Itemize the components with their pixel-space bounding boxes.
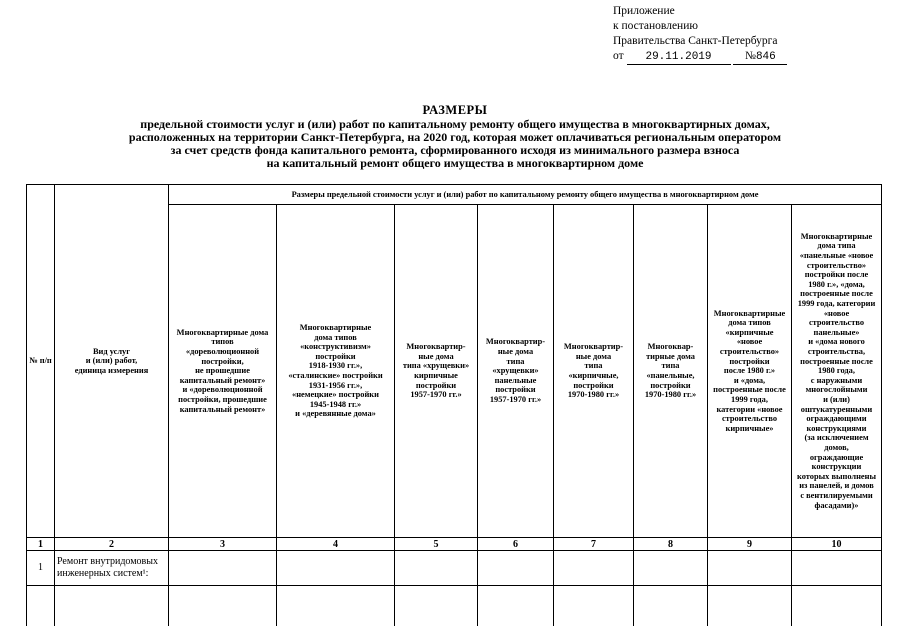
heading-line-2: расположенных на территории Санкт-Петербурга, на 2020 год, которая может оплачиваться региональным оператором: [128, 130, 782, 144]
col-number: 9: [708, 538, 792, 551]
table-cell: [554, 551, 634, 586]
table-cell: [792, 551, 882, 586]
heading-line-4: на капитальный ремонт общего имущества в многоквартирном доме: [266, 156, 644, 170]
row-work-type: Ремонт внутридомовых инженерных систем¹:: [55, 551, 169, 586]
col-number: 6: [478, 538, 554, 551]
table-cell: [478, 551, 554, 586]
appendix-num-label: №: [744, 50, 756, 62]
col-number: 10: [792, 538, 882, 551]
appendix-block: [613, 4, 903, 65]
col-header-3: Многоквартирные дома типов «дореволюционной постройки, не прошедшие капитальный ремонт» и «дореволюционной постройки, прошедшие капитальный ремонт»: [169, 205, 277, 538]
table-cell: [708, 551, 792, 586]
col-number: 5: [395, 538, 478, 551]
col-number: 2: [55, 538, 169, 551]
column-number-row: [27, 538, 882, 551]
appendix-line-3: Правительства Санкт-Петербурга: [613, 35, 778, 47]
table-cell: [395, 551, 478, 586]
table-cell: [277, 551, 395, 586]
appendix-number: 846: [755, 51, 776, 63]
appendix-line-1: Приложение: [613, 5, 675, 17]
col-header-4: Многоквартирные дома типов «конструктивизм» постройки 1918-1930 гг.», «сталинские» постройки 1931-1956 гг.», «немецкие» постройки 1945-1948 гг.» и «деревянные дома»: [277, 205, 395, 538]
col-number: 1: [27, 538, 55, 551]
col-header-work-type: Вид услуг и (или) работ, единица измерения: [55, 185, 169, 538]
heading-line-3: за счет средств фонда капитального ремонта, сформированного исходя из минимального размера взноса: [170, 143, 740, 157]
table-cell: [169, 586, 277, 627]
table-cell: [708, 586, 792, 627]
col-number: 4: [277, 538, 395, 551]
document-title: РАЗМЕРЫ: [422, 103, 488, 117]
col-header-5: Многоквартир- ные дома типа «хрущевки» кирпичные постройки 1957-1970 гг.»: [395, 205, 478, 538]
table-cell: [277, 586, 395, 627]
table-cell: [395, 586, 478, 627]
table-cell: [169, 551, 277, 586]
table-row: [27, 586, 882, 627]
col-header-number: № п/п: [27, 185, 55, 538]
appendix-date: 29.11.2019: [627, 51, 731, 65]
col-number: 8: [634, 538, 708, 551]
col-number: 7: [554, 538, 634, 551]
table-cell: [792, 586, 882, 627]
col-header-8: Многоквар- тирные дома типа «панельные, постройки 1970-1980 гг.»: [634, 205, 708, 538]
cost-table: [26, 184, 882, 626]
table-row: [27, 551, 882, 586]
table-cell: [55, 586, 169, 627]
table-cell: [634, 586, 708, 627]
row-number: 1: [27, 551, 55, 586]
table-cell: [27, 586, 55, 627]
col-number: 3: [169, 538, 277, 551]
appendix-from-label: от: [613, 50, 624, 62]
appendix-date-line: [613, 49, 903, 65]
col-header-6: Многоквартир- ные дома типа «хрущевки» панельные постройки 1957-1970 гг.»: [478, 205, 554, 538]
table-cell: [634, 551, 708, 586]
heading-line-1: предельной стоимости услуг и (или) работ по капитальному ремонту общего имущества в многоквартирных домах,: [140, 117, 770, 131]
col-header-10: Многоквартирные дома типа «панельные «новое строительство» постройки после 1980 г.», «дома, построенные после 1999 года, категории «новое строительство панельные» и «дома нового строительства, построенные после 1980 года, с наружными многослойными и (или) оштукатуренными ограждающими конструкциями (за исключением домов, ограждающие конструкции которых выполнены из панелей, и домов с вентилируемыми фасадами)»: [792, 205, 882, 538]
document-heading: [60, 104, 850, 170]
table-cell: [554, 586, 634, 627]
appendix-line-2: к постановлению: [613, 20, 698, 32]
group-header: Размеры предельной стоимости услуг и (или) работ по капитальному ремонту общего имущества в многоквартирном доме: [169, 185, 882, 205]
col-header-7: Многоквартир- ные дома типа «кирпичные, постройки 1970-1980 гг.»: [554, 205, 634, 538]
table-cell: [478, 586, 554, 627]
col-header-9: Многоквартирные дома типов «кирпичные «новое строительство» постройки после 1980 г.» и «дома, построенные после 1999 года, категории «новое строительство кирпичные»: [708, 205, 792, 538]
appendix-number-field: [733, 50, 787, 65]
